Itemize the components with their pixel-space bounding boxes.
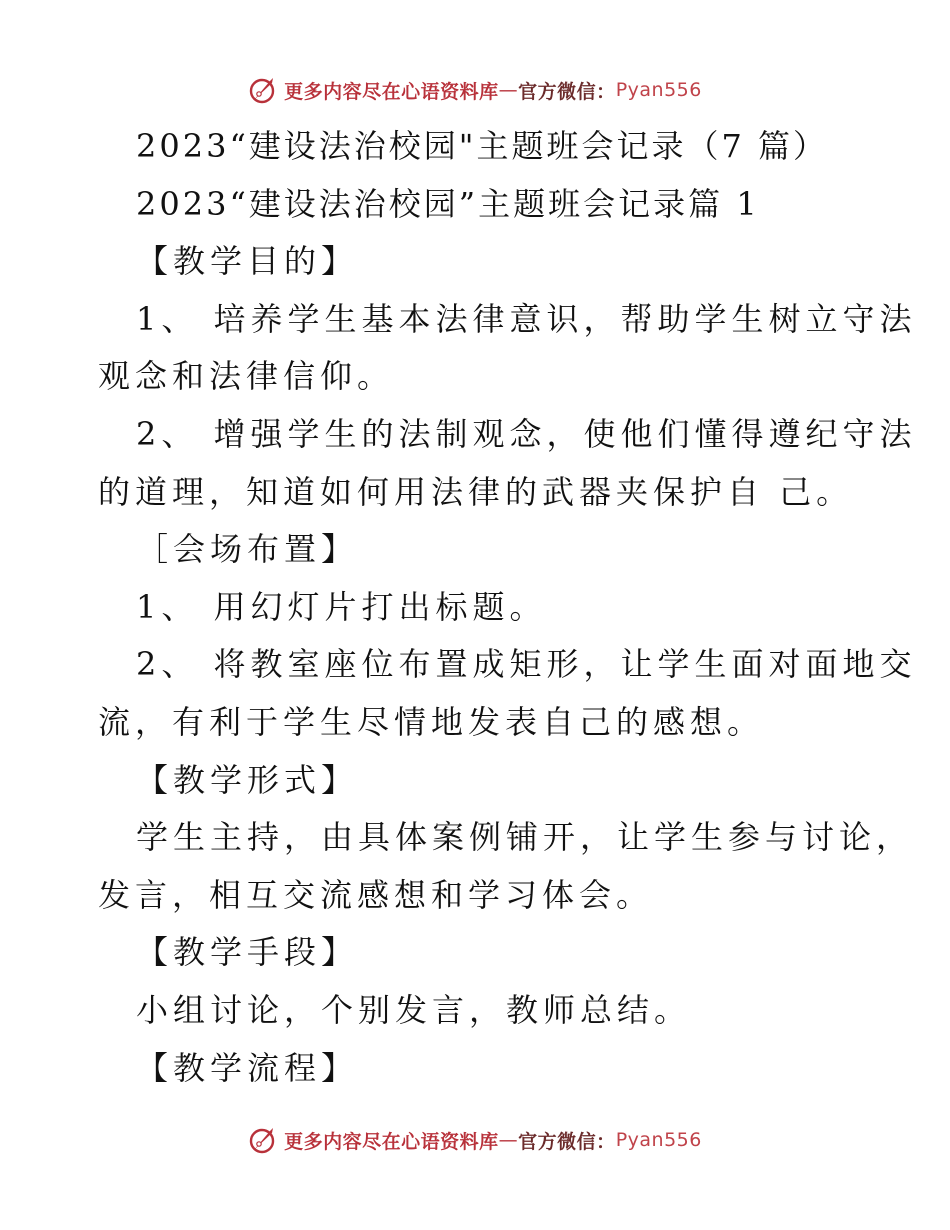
section-heading-means: 【教学手段】 <box>136 933 359 972</box>
watermark-dash: — <box>498 79 519 101</box>
paragraph-line: 的道理，知道如何用法律的武器夹保护自 己。 <box>98 472 854 511</box>
paragraph-line: 发言，相互交流感想和学习体会。 <box>98 875 654 914</box>
watermark-dash: — <box>498 1129 519 1151</box>
watermark-header <box>0 70 950 110</box>
watermark-main-text: 更多内容尽在心语资料库 <box>284 80 499 103</box>
watermark-official-label: 官方微信： <box>518 80 616 103</box>
quill-pen-logo-icon <box>248 75 278 105</box>
paragraph-line: 学生主持，由具体案例铺开，让学生参与讨论， <box>136 818 914 857</box>
section-heading-process: 【教学流程】 <box>136 1048 359 1087</box>
watermark-footer <box>0 1120 950 1160</box>
watermark-main-text: 更多内容尽在心语资料库 <box>284 1130 499 1153</box>
paragraph-line: 2、 将教室座位布置成矩形，让学生面对面地交 <box>136 645 917 684</box>
document-title: 2023“建设法治校园"主题班会记录（7 篇） <box>136 127 829 165</box>
section-heading-purpose: 【教学目的】 <box>136 242 359 281</box>
section-heading-form: 【教学形式】 <box>136 760 359 799</box>
paragraph-line: 观念和法律信仰。 <box>98 357 395 396</box>
paragraph-line: 1、 培养学生基本法律意识，帮助学生树立守法 <box>136 299 917 338</box>
watermark-wechat-id: Pyan556 <box>615 79 702 101</box>
watermark-wechat-id: Pyan556 <box>615 1129 702 1151</box>
paragraph-line: 1、 用幻灯片打出标题。 <box>136 587 547 626</box>
watermark-official-label: 官方微信： <box>518 1130 616 1153</box>
section-heading-venue: ［会场布置】 <box>136 530 359 569</box>
document-body <box>98 118 917 1097</box>
document-subtitle: 2023“建设法治校园”主题班会记录篇 1 <box>136 184 760 223</box>
paragraph-line: 2、 增强学生的法制观念，使他们懂得遵纪守法 <box>136 414 917 453</box>
quill-pen-logo-icon <box>248 1125 278 1155</box>
paragraph-line: 小组讨论，个别发言，教师总结。 <box>136 990 692 1029</box>
paragraph-line: 流，有利于学生尽情地发表自己的感想。 <box>98 702 765 741</box>
